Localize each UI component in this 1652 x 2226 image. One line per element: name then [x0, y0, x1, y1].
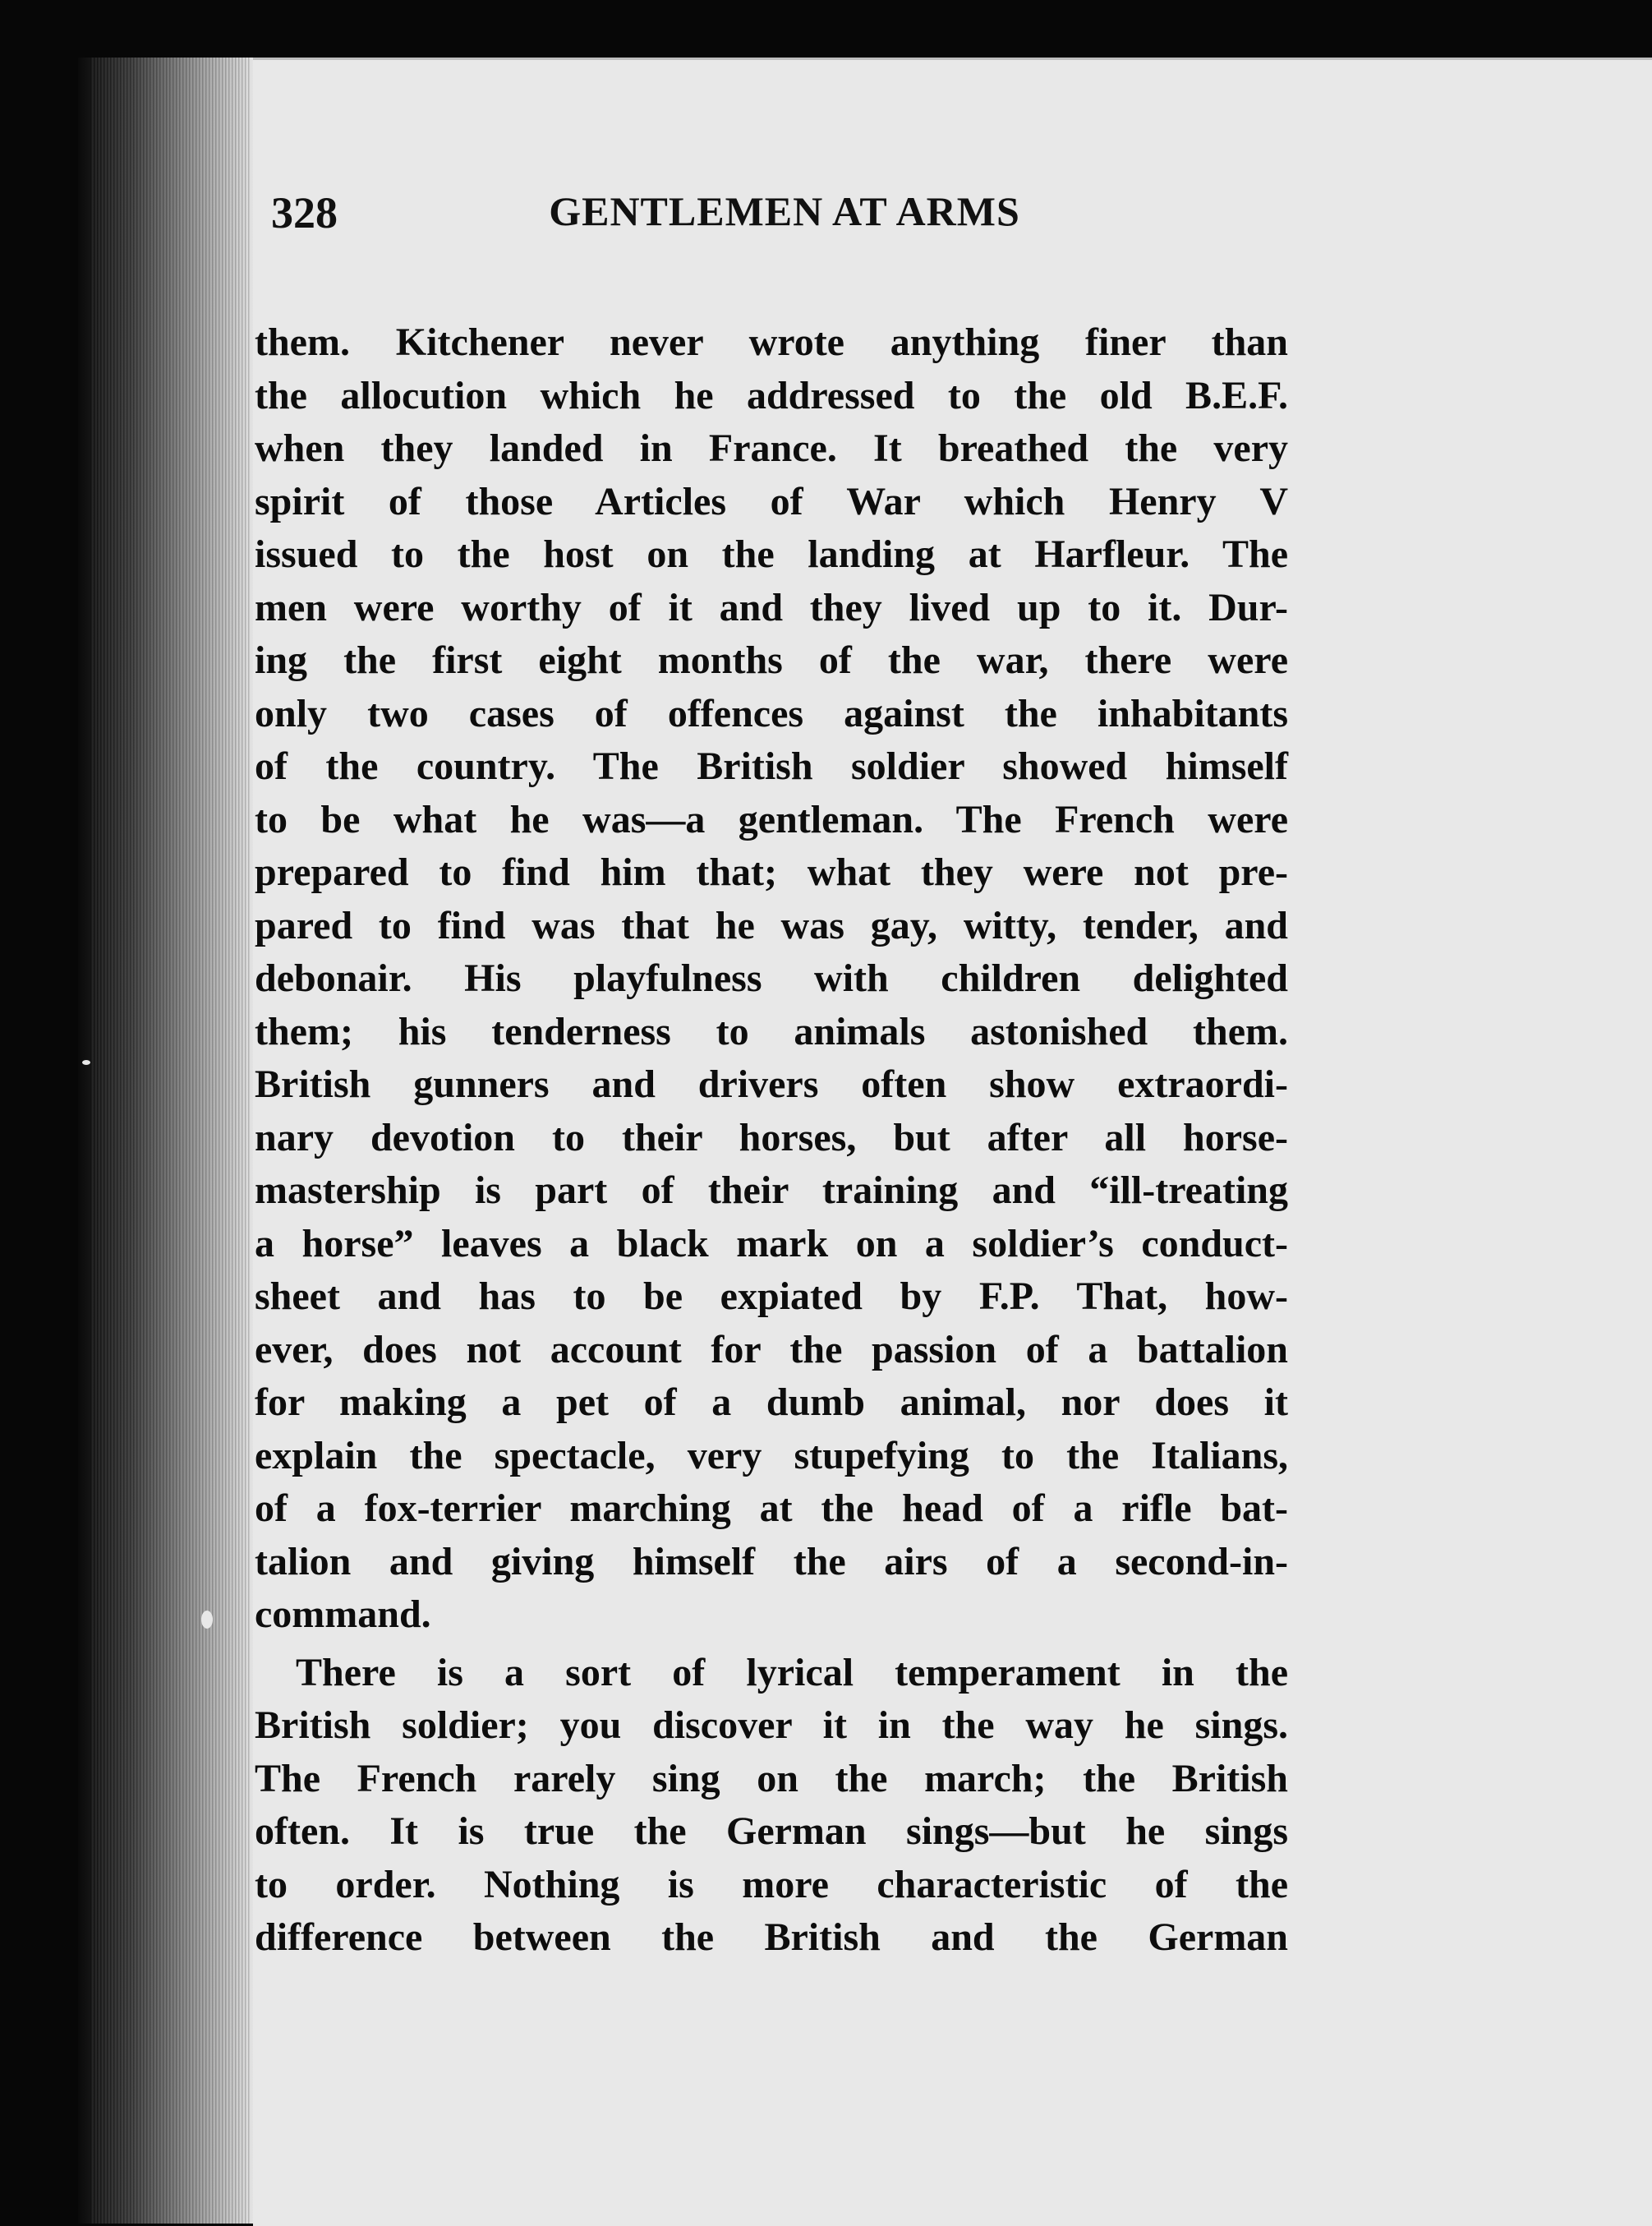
text-line: when they landed in France. It breathed the very	[255, 426, 1288, 470]
text-line: There is a sort of lyrical temperament in the	[296, 1650, 1288, 1694]
text-line: of a fox-terrier marching at the head of a rifle bat-	[255, 1486, 1288, 1530]
text-line: The French rarely sing on the march; the British	[255, 1756, 1288, 1800]
text-line: spirit of those Articles of War which Henry V	[255, 479, 1288, 523]
body-text	[255, 316, 1288, 1965]
text-line: to order. Nothing is more characteristic of the	[255, 1862, 1288, 1906]
text-line: issued to the host on the landing at Harfleur. The	[255, 532, 1288, 576]
text-line: men were worthy of it and they lived up to it. Dur-	[255, 585, 1288, 629]
text-line: mastership is part of their training and “ill-treating	[255, 1168, 1288, 1212]
text-line: the allocution which he addressed to the old B.E.F.	[255, 373, 1288, 417]
text-line: command.	[255, 1592, 431, 1636]
text-line: talion and giving himself the airs of a second-in-	[255, 1539, 1288, 1583]
running-head	[271, 187, 1298, 245]
text-line: only two cases of offences against the inhabitants	[255, 691, 1288, 735]
text-line: British gunners and drivers often show extraordi-	[255, 1062, 1288, 1106]
text-line: them; his tenderness to animals astonished them.	[255, 1009, 1288, 1053]
scan-speck	[201, 1611, 213, 1629]
text-line: explain the spectacle, very stupefying to the Italians,	[255, 1433, 1288, 1477]
text-line: often. It is true the German sings—but he sings	[255, 1809, 1288, 1853]
page-number: 328	[271, 188, 338, 237]
text-line: British soldier; you discover it in the way he sings.	[255, 1703, 1288, 1747]
text-line: sheet and has to be expiated by F.P. That, how-	[255, 1274, 1288, 1318]
text-line: prepared to find him that; what they were not pre-	[255, 850, 1288, 894]
text-line: pared to find was that he was gay, witty, tender, and	[255, 903, 1288, 947]
book-title: GENTLEMEN AT ARMS	[549, 188, 1020, 234]
page-edge-streaks	[90, 58, 251, 2224]
text-line: difference between the British and the German	[255, 1915, 1288, 1959]
text-line: to be what he was—a gentleman. The French were	[255, 797, 1288, 841]
text-line: a horse” leaves a black mark on a soldier’s conduct-	[255, 1221, 1288, 1265]
text-line: of the country. The British soldier showed himself	[255, 744, 1288, 788]
text-line: for making a pet of a dumb animal, nor does it	[255, 1380, 1288, 1424]
text-line: ever, does not account for the passion of a battalion	[255, 1327, 1288, 1371]
text-line: debonair. His playfulness with children delighted	[255, 956, 1288, 1000]
scan-speck	[82, 1060, 90, 1065]
text-line: nary devotion to their horses, but after all horse-	[255, 1115, 1288, 1159]
paragraph-2	[255, 1647, 1288, 1965]
text-line: ing the first eight months of the war, there were	[255, 638, 1288, 682]
text-line: them. Kitchener never wrote anything finer than	[255, 320, 1288, 364]
paragraph-1	[255, 316, 1288, 1642]
